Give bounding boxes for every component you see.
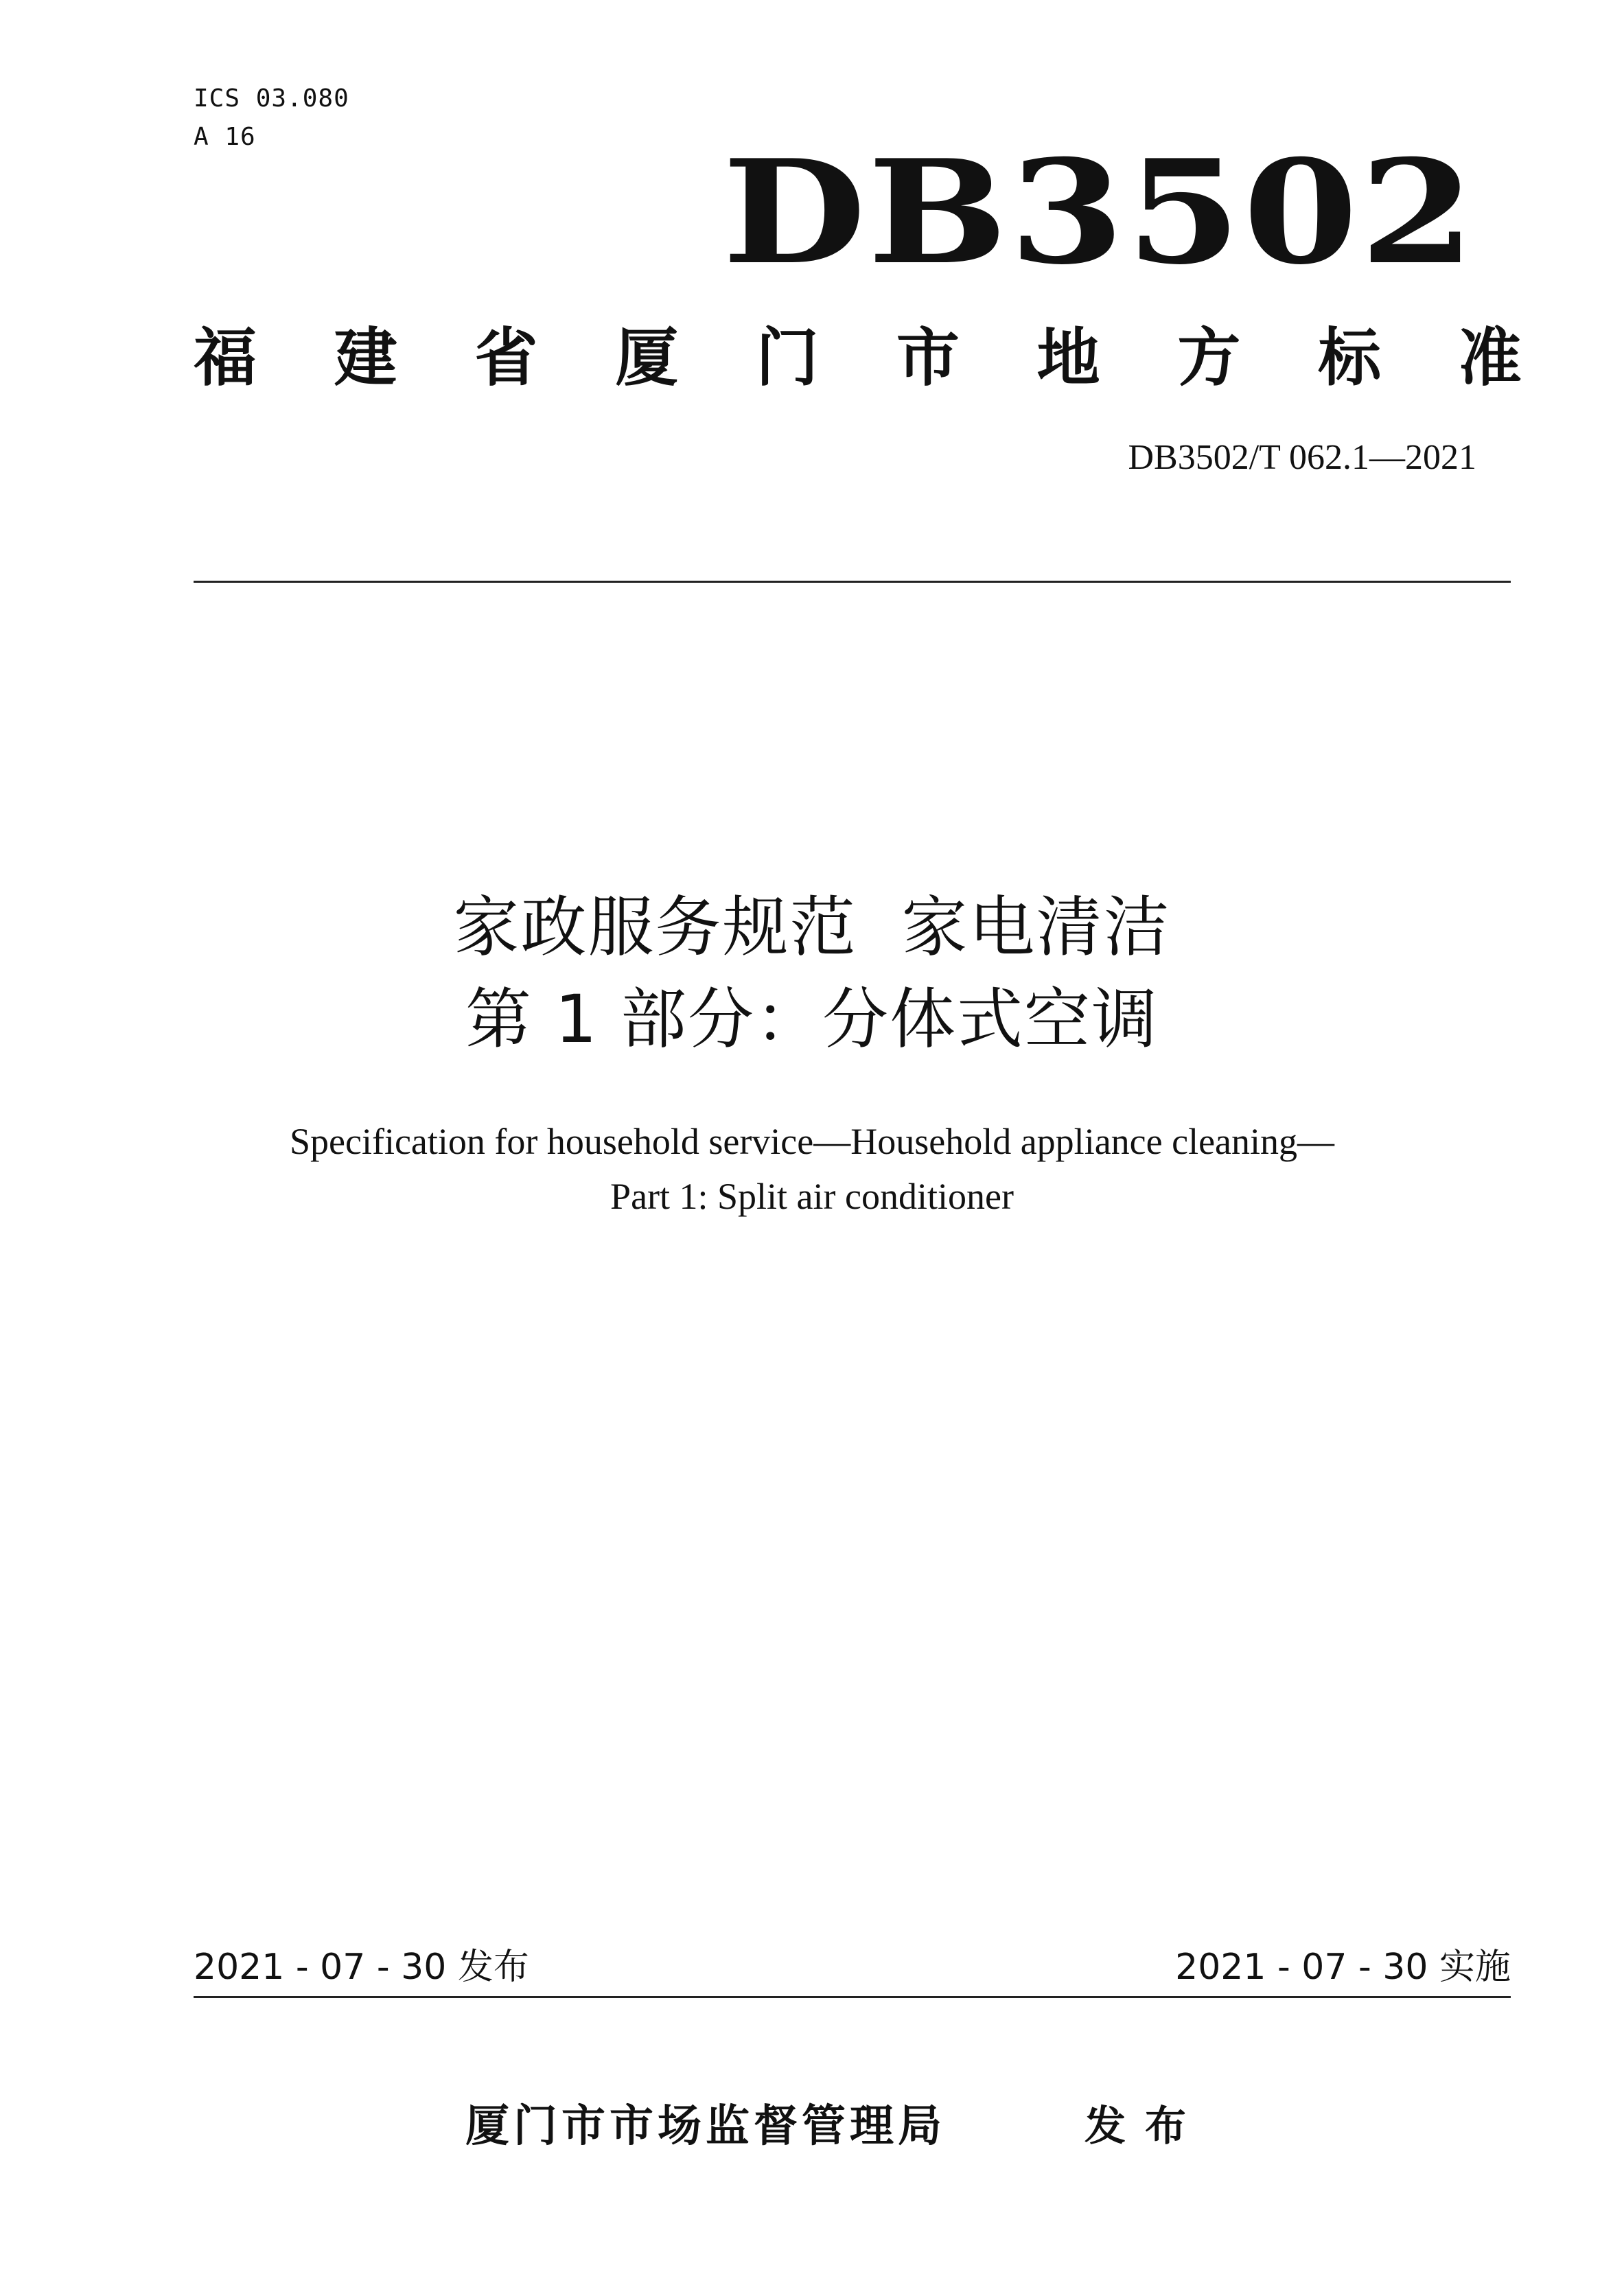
chinese-title-line-2: 第 1 部分：分体式空调 <box>465 981 1159 1058</box>
footer-divider <box>194 1996 1511 1998</box>
ics-code: ICS 03.080 <box>194 84 349 113</box>
standard-type-char: 方 <box>1177 321 1241 395</box>
standard-type-char: 门 <box>756 321 820 395</box>
standard-type-char: 准 <box>1458 321 1522 395</box>
publisher-name: 厦门市市场监督管理局 <box>465 2101 946 2152</box>
standard-type-char: 福 <box>194 321 257 395</box>
standard-type-char: 市 <box>896 321 960 395</box>
standard-number: DB3502/T 062.1—2021 <box>1128 438 1476 477</box>
publish-label: 发布 <box>1084 2102 1205 2150</box>
standard-type-char: 地 <box>1036 321 1100 395</box>
ccs-code: A 16 <box>194 123 256 151</box>
standard-logo: DB3502 <box>722 129 1476 297</box>
standard-type-char: 省 <box>474 321 538 395</box>
issue-date: 2021 - 07 - 30 发布 <box>194 1947 529 1988</box>
english-title-line-1: Specification for household service—Household appliance cleaning— <box>289 1121 1335 1162</box>
implementation-date: 2021 - 07 - 30 实施 <box>1175 1947 1511 1988</box>
header-divider <box>194 581 1511 583</box>
chinese-title-line-1: 家政服务规范 家电清洁 <box>453 889 1171 966</box>
classification-codes <box>194 80 349 156</box>
standard-type-char: 厦 <box>615 321 679 395</box>
english-title-line-2: Part 1: Split air conditioner <box>610 1176 1014 1217</box>
standard-type <box>194 317 1522 399</box>
standard-type-char: 标 <box>1318 321 1382 395</box>
standard-type-char: 建 <box>334 321 397 395</box>
